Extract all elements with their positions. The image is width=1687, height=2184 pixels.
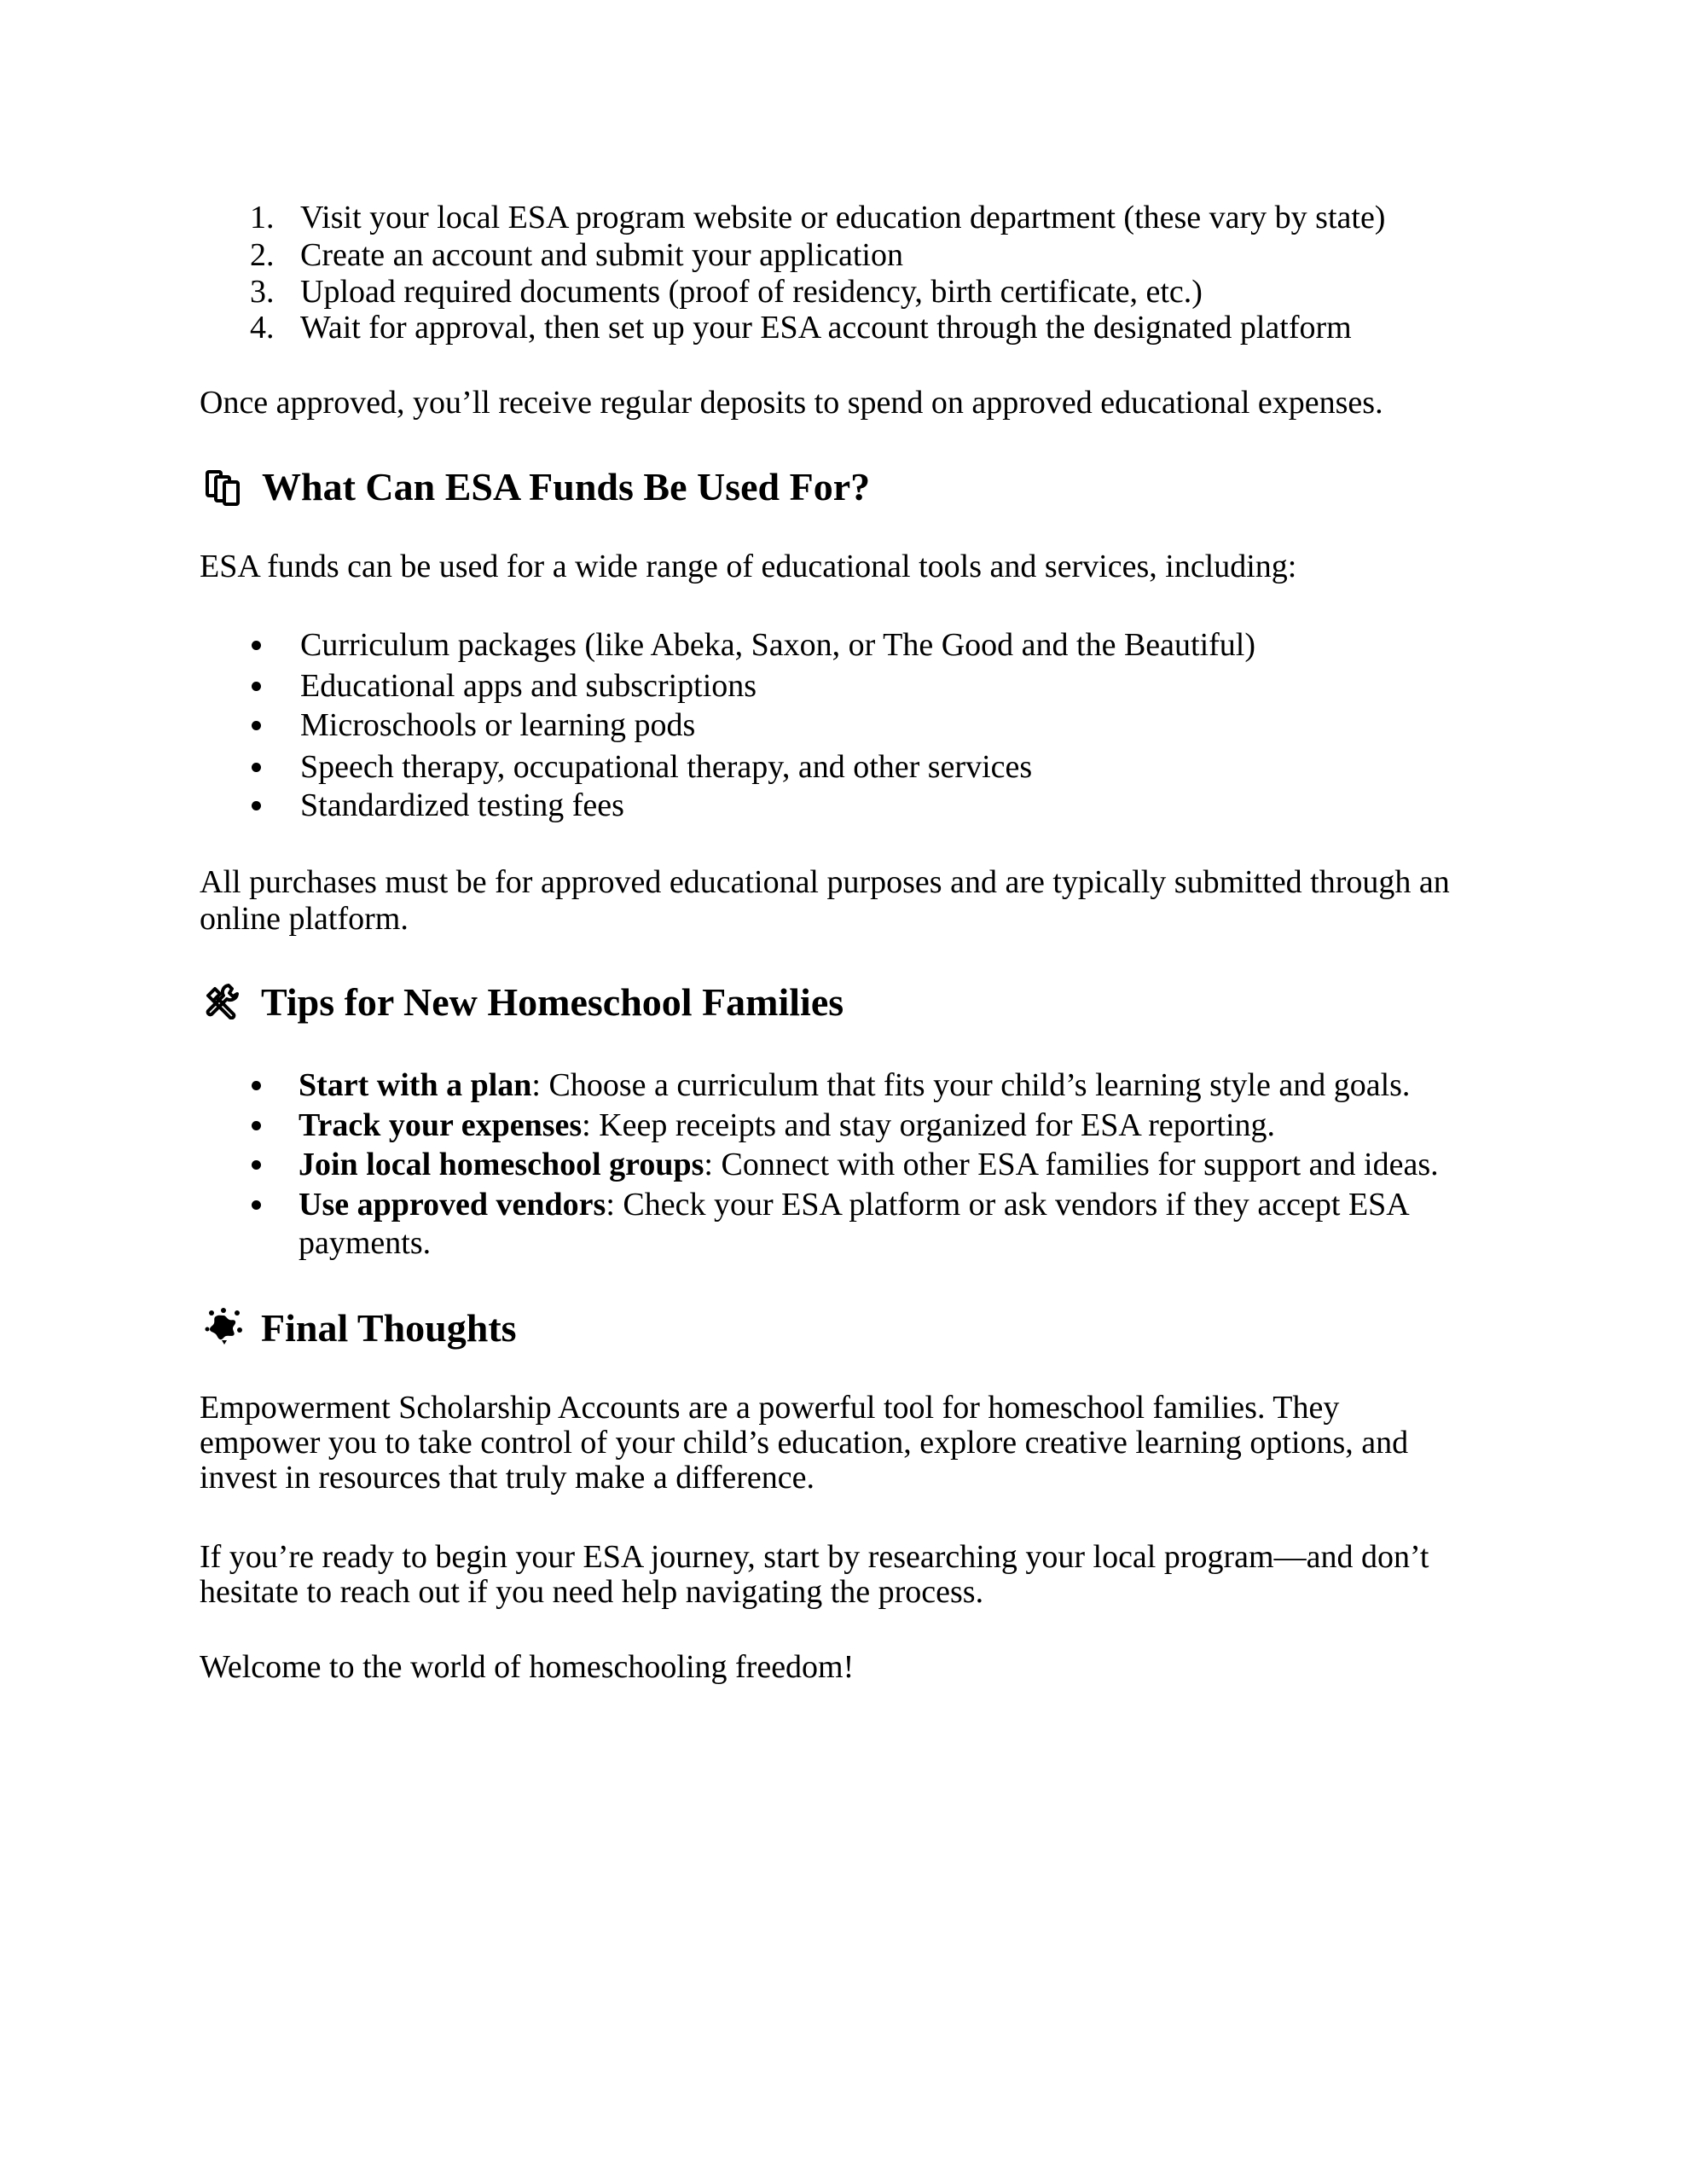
note-line: online platform.	[200, 901, 409, 937]
bullet	[252, 1081, 261, 1090]
tip-text: : Keep receipts and stay organized for ESA reporting.	[582, 1107, 1276, 1143]
step-number: 3.	[250, 274, 275, 310]
list-item: Standardized testing fees	[300, 787, 624, 823]
paragraph-line: invest in resources that truly make a difference.	[200, 1460, 815, 1496]
step-text: Visit your local ESA program website or education department (these vary by state)	[300, 200, 1386, 235]
tip-item	[299, 1109, 1275, 1141]
tip-label: Track your expenses	[299, 1107, 583, 1143]
step-text: Wait for approval, then set up your ESA account through the designated platform	[300, 310, 1352, 346]
bullet	[252, 682, 261, 691]
tip-item	[299, 1069, 1410, 1101]
closing-line: Welcome to the world of homeschooling freedom!	[200, 1649, 855, 1685]
bullet	[252, 1200, 261, 1210]
step-number: 1.	[250, 200, 275, 235]
list-item: Educational apps and subscriptions	[300, 668, 757, 704]
bullet	[252, 1160, 261, 1170]
section-title: Tips for New Homeschool Families	[261, 980, 844, 1024]
tip-label: Start with a plan	[299, 1067, 532, 1103]
list-item: Microschools or learning pods	[300, 707, 696, 743]
list-item: Speech therapy, occupational therapy, and other services	[300, 749, 1033, 785]
tip-label: Use approved vendors	[299, 1187, 606, 1223]
tip-item	[299, 1188, 1410, 1221]
devices-icon	[206, 470, 245, 506]
after-steps-paragraph: Once approved, you’ll receive regular deposits to spend on approved educational expenses.	[200, 385, 1383, 421]
step-number: 2.	[250, 237, 275, 273]
tip-text: : Connect with other ESA families for support and ideas.	[704, 1147, 1439, 1182]
step-number: 4.	[250, 310, 275, 346]
bullet	[252, 721, 261, 730]
list-item: Curriculum packages (like Abeka, Saxon, or The Good and the Beautiful)	[300, 627, 1255, 663]
section-intro: ESA funds can be used for a wide range of educational tools and services, including:	[200, 549, 1297, 584]
paragraph-line: empower you to take control of your child’s education, explore creative learning options, and	[200, 1425, 1409, 1461]
tip-label: Join local homeschool groups	[299, 1147, 704, 1182]
step-text: Upload required documents (proof of residency, birth certificate, etc.)	[300, 274, 1203, 310]
tools-icon	[203, 982, 241, 1019]
tip-text: : Choose a curriculum that fits your child’s learning style and goals.	[531, 1067, 1411, 1103]
bullet	[252, 801, 261, 810]
note-line: All purchases must be for approved educational purposes and are typically submitted through an	[200, 864, 1450, 900]
section-title: What Can ESA Funds Be Used For?	[262, 465, 871, 508]
paragraph-line: hesitate to reach out if you need help navigating the process.	[200, 1574, 984, 1610]
tip-item-wrap: payments.	[299, 1225, 432, 1261]
tip-item	[299, 1148, 1439, 1181]
bullet	[252, 763, 261, 772]
section-title: Final Thoughts	[261, 1306, 517, 1350]
paragraph-line: Empowerment Scholarship Accounts are a powerful tool for homeschool families. They	[200, 1390, 1340, 1426]
step-text: Create an account and submit your application	[300, 237, 903, 273]
sparkle-icon	[205, 1308, 242, 1345]
paragraph-line: If you’re ready to begin your ESA journey, start by researching your local program—and don’t	[200, 1539, 1429, 1575]
bullet	[252, 1121, 261, 1130]
bullet	[252, 641, 261, 650]
tip-text: : Check your ESA platform or ask vendors if they accept ESA	[606, 1187, 1410, 1223]
